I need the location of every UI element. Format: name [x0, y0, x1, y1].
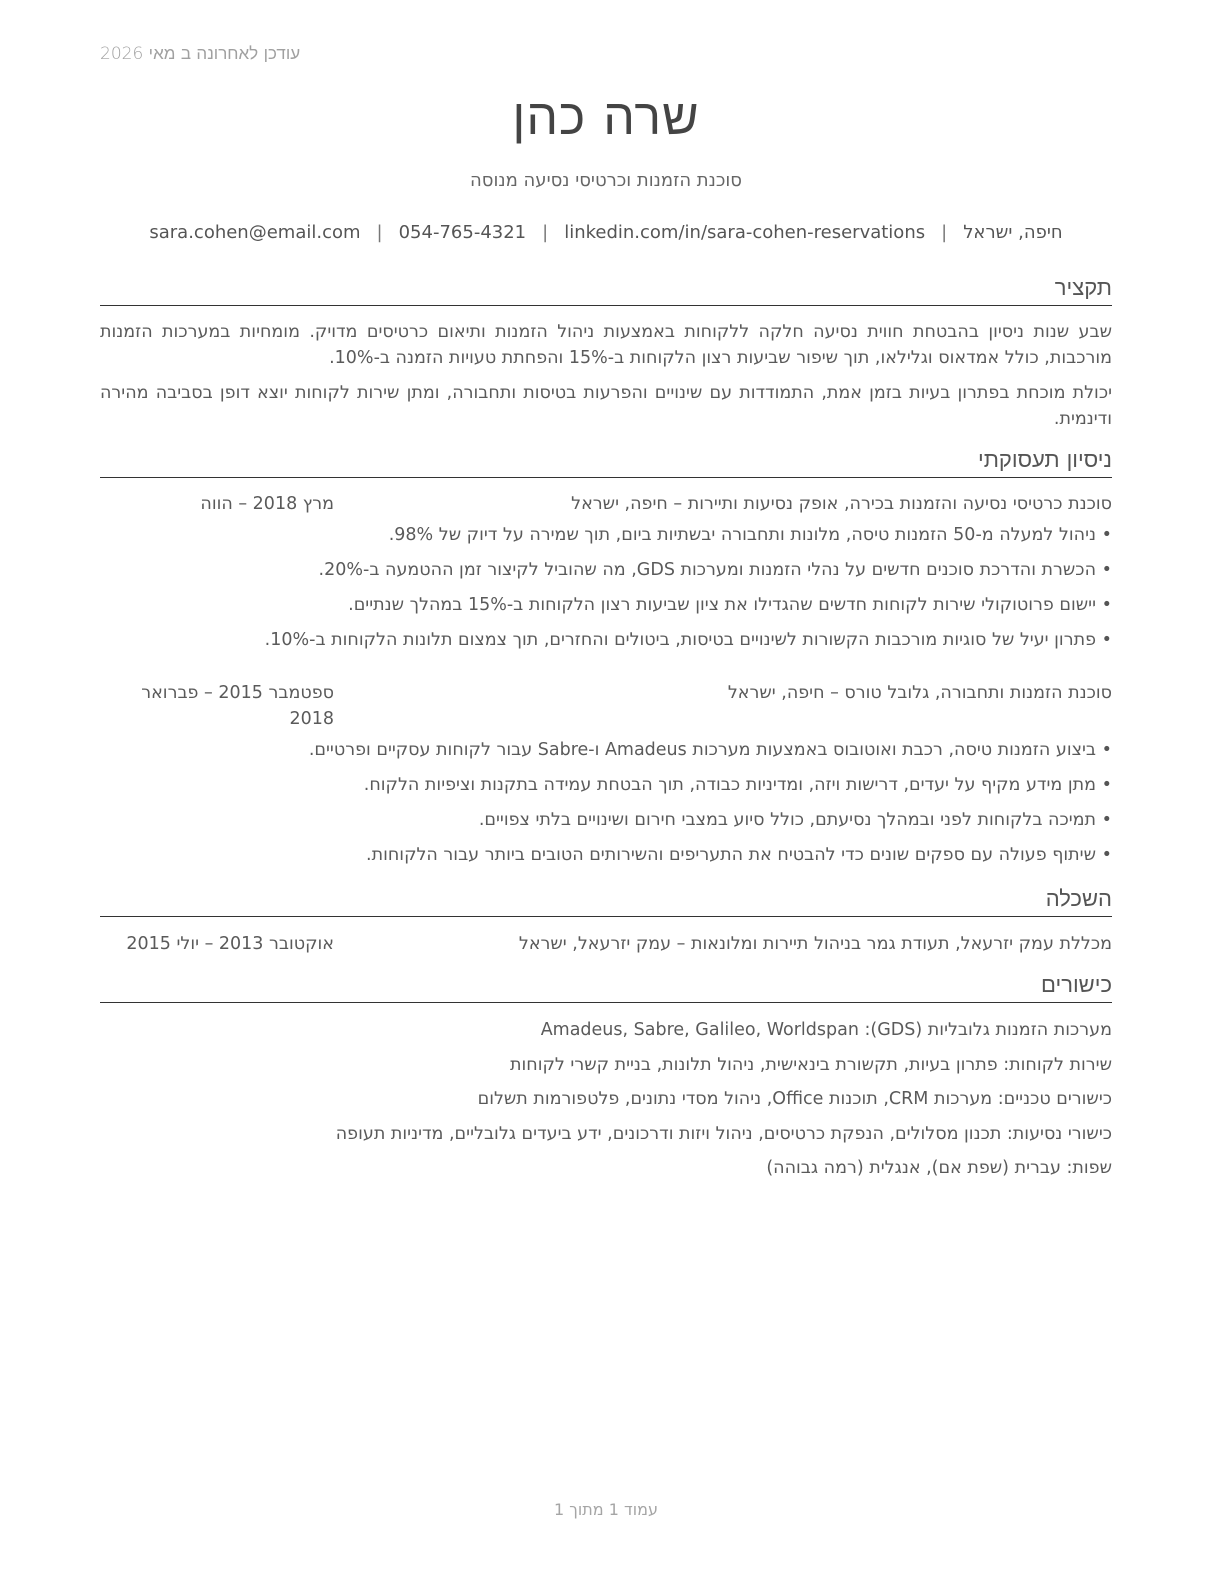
page-number: עמוד 1 מתוך 1: [554, 1500, 658, 1519]
education-dates: אוקטובר 2013 – יולי 2015: [126, 934, 334, 954]
job-bullet: • ביצוע הזמנות טיסה, רכבת ואוטובוס באמצעות מערכות Amadeus ו-Sabre עבור לקוחות עסקיים ופרטיים.: [100, 737, 1096, 772]
contact-separator: |: [941, 222, 948, 243]
job-bullet: • תמיכה בלקוחות לפני ובמהלך נסיעתם, כולל סיוע במצבי חירום ושינויים בלתי צפויים.: [100, 807, 1096, 842]
contact-location: חיפה, ישראל: [963, 222, 1063, 243]
education-entry: [100, 931, 1112, 957]
skill-item: כישורי נסיעות: תכנון מסלולים, הנפקת כרטיסים, ניהול ויזות ודרכונים, ידע ביעדים גלובליים, מדיניות תעופה: [335, 1123, 1112, 1144]
job-bullets: [100, 522, 1112, 662]
job-bullet: • שיתוף פעולה עם ספקים שונים כדי להבטיח את התעריפים והשירותים הטובים ביותר עבור הלקוחות.: [100, 842, 1096, 877]
contact-separator: |: [542, 222, 549, 243]
candidate-headline: סוכנת הזמנות וכרטיסי נסיעה מנוסה: [470, 170, 742, 191]
contact-email-link[interactable]: sara.cohen@email.com: [149, 222, 361, 243]
contact-phone: 054-765-4321: [398, 222, 527, 243]
job-bullet: • הכשרת והדרכת סוכנים חדשים על נהלי הזמנות ומערכות GDS, מה שהוביל לקיצור זמן ההטמעה ב-20%.: [100, 557, 1096, 592]
last-updated-note: עודכן לאחרונה ב מאי 2026: [100, 44, 301, 64]
section-title-summary: תקציר: [100, 275, 1112, 306]
job-dates: ספטמבר 2015 – פברואר 2018: [141, 683, 334, 729]
job-bullet: • פתרון יעיל של סוגיות מורכבות הקשורות לשינויים בטיסות, ביטולים והחזרים, תוך צמצום תלונות הלקוחות ב-10%.: [100, 627, 1096, 662]
skill-item: שירות לקוחות: פתרון בעיות, תקשורת בינאישית, ניהול תלונות, בניית קשרי לקוחות: [510, 1054, 1112, 1075]
candidate-name: שרה כהן: [512, 88, 700, 146]
job-bullet: • יישום פרוטוקולי שירות לקוחות חדשים שהגדילו את ציון שביעות רצון הלקוחות ב-15% במהלך שנתיים.: [100, 592, 1096, 627]
skill-item: כישורים טכניים: מערכות CRM, תוכנות Office, ניהול מסדי נתונים, פלטפורמות תשלום: [477, 1089, 1112, 1109]
job-role: סוכנת כרטיסי נסיעה והזמנות בכירה, אופק נסיעות ותיירות – חיפה, ישראל: [571, 494, 1112, 514]
contact-line: [100, 222, 1112, 243]
section-title-skills: כישורים: [100, 972, 1112, 1003]
job-bullets: [100, 737, 1112, 877]
education-institution: מכללת עמק יזרעאל, תעודת גמר בניהול תיירות ומלונאות – עמק יזרעאל, ישראל: [518, 934, 1112, 954]
section-title-experience: ניסיון תעסוקתי: [100, 447, 1112, 478]
job-dates: מרץ 2018 – הווה: [200, 494, 334, 514]
summary-paragraph: שבע שנות ניסיון בהבטחת חווית נסיעה חלקה ללקוחות באמצעות ניהול הזמנות ותיאום כרטיסים מדויק. מומחיות במערכות הזמנות מורכבות, כולל אמדאוס וגלילאו, תוך שיפור שביעות רצון הלקוחות ב-15% והפחתת טעויות הזמנה ב-10%.: [100, 322, 1112, 368]
contact-linkedin-link[interactable]: linkedin.com/in/sara-cohen-reservations: [564, 222, 926, 243]
skill-item: מערכות הזמנות גלובליות (GDS): Amadeus, Sabre, Galileo, Worldspan: [540, 1020, 1112, 1040]
job-bullet: • מתן מידע מקיף על יעדים, דרישות ויזה, ומדיניות כבודה, תוך הבטחת עמידה בתקנות וציפיות הלקוח.: [100, 772, 1096, 807]
job-header: [100, 491, 1112, 517]
job-role: סוכנת הזמנות ותחבורה, גלובל טורס – חיפה, ישראל: [727, 683, 1112, 703]
section-title-education: השכלה: [100, 886, 1112, 917]
contact-separator: |: [376, 222, 383, 243]
skills-list: [100, 1017, 1112, 1190]
job-header: [100, 680, 1112, 732]
skill-item: שפות: עברית (שפת אם), אנגלית (רמה גבוהה): [766, 1158, 1112, 1178]
summary-paragraph: יכולת מוכחת בפתרון בעיות בזמן אמת, התמודדות עם שינויים והפרעות בטיסות ותחבורה, ומתן שירות לקוחות יוצא דופן בסביבה מהירה ודינמית.: [100, 383, 1112, 429]
job-bullet: • ניהול למעלה מ-50 הזמנות טיסה, מלונות ותחבורה יבשתיות ביום, תוך שמירה על דיוק של 98%.: [100, 522, 1096, 557]
resume-page: [100, 0, 1112, 1584]
